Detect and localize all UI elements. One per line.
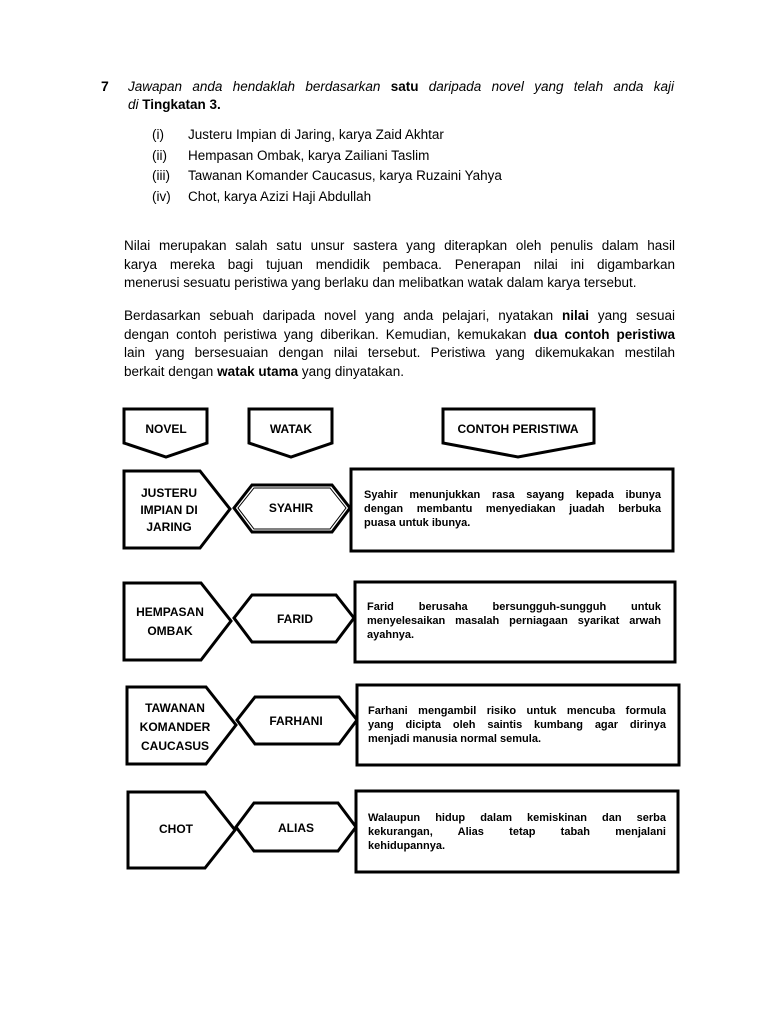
event-line: kekurangan, Alias tetap tabah menjalani [368,826,666,838]
event-line: ayahnya. [367,629,415,641]
header-contoh-label: CONTOH PERISTIWA [457,422,579,436]
event-text-row-4 [368,811,666,853]
question-number: 7 [101,78,109,94]
event-text-row-2 [367,600,661,642]
event-line: puasa untuk ibunya. [364,517,471,529]
event-line: menjadi manusia normal semula. [368,733,542,745]
character-name: FARID [277,612,313,626]
novel-label-line: JARING [146,520,192,534]
novel-title: Chot, karya Azizi Haji Abdullah [188,188,372,204]
event-line: Syahir menunjukkan rasa sayang kepada ibunya [364,489,661,501]
novel-label-line: CHOT [159,822,193,836]
paragraph-1-line: menerusi sesuatu peristiwa yang berlaku dan melibatkan watak dalam karya tersebut. [124,275,637,290]
novel-box [124,583,231,660]
novel-title: Tawanan Komander Caucasus, karya Ruzaini Yahya [188,168,502,183]
novel-label-line: TAWANAN [145,701,205,715]
event-line: yang dicipta oleh saintis kumbang agar dirinya [368,719,666,731]
novel-label-line: KOMANDER [139,720,211,734]
novel-label-line: JUSTERU [140,486,198,500]
p2-line4-bold: watak utama [217,363,299,379]
instruction-post: daripada novel yang telah anda kaji [418,79,674,94]
novel-label-line: OMBAK [147,624,193,638]
paragraph-1-line: karya mereka bagi tujuan mendidik pembaca. Penerapan nilai ini digambarkan [124,256,675,272]
event-text-row-3 [368,704,666,746]
novel-title: Hempasan Ombak, karya Zailiani Taslim [188,147,430,163]
novel-num: (ii) [152,147,167,163]
paragraph-1-line: Nilai merupakan salah satu unsur sastera yang diterapkan oleh penulis dalam hasil [124,238,675,253]
novel-title: Justeru Impian di Jaring, karya Zaid Akhtar [188,127,444,142]
instruction-line2-bold: Tingkatan 3. [142,97,221,112]
novel-label-line: HEMPASAN [136,605,204,619]
event-line: Farhani mengambil risiko untuk mencuba formula [368,705,666,717]
p2-line4-pre: berkait dengan [124,363,218,379]
p2-line2-pre: dengan contoh peristiwa yang diberikan. Kemudian, kemukakan [124,326,534,342]
novel-num: (i) [152,127,164,142]
header-novel-label: NOVEL [145,422,187,436]
character-name: FARHANI [269,714,323,728]
event-line: menyelesaikan masalah perniagaan syarikat arwah [367,615,661,627]
novel-label-line: CAUCASUS [140,739,210,753]
event-line: dengan membantu menyediakan juadah berbuka [364,503,661,515]
novel-num: (iv) [152,188,171,204]
header-watak [249,409,332,457]
character-name: SYAHIR [268,501,314,515]
event-line: Farid berusaha bersungguh-sungguh untuk [367,601,661,613]
header-watak-label: WATAK [269,422,313,436]
instruction-bold: satu [390,79,419,94]
novel-num: (iii) [152,168,170,183]
novel-label-line: IMPIAN DI [140,503,198,517]
instruction-line2-pre: di [128,97,143,112]
event-text-row-1 [364,488,661,530]
p2-line2-bold: dua contoh peristiwa [533,326,676,342]
p2-line4-post: yang dinyatakan. [298,363,404,379]
event-line: Walaupun hidup dalam kemiskinan dan serba [368,812,666,824]
instruction-pre: Jawapan anda hendaklah berdasarkan [128,79,391,94]
p2-line1-pre: Berdasarkan sebuah daripada novel yang anda pelajari, nyatakan [124,308,562,323]
event-line: kehidupannya. [368,840,446,852]
header-novel [124,409,207,457]
character-name: ALIAS [278,821,314,835]
p2-line1-post: yang sesuai [588,308,675,323]
paragraph-2-line: lain yang bersesuaian dengan nilai tersebut. Peristiwa yang dikemukakan mestilah [124,345,675,360]
p2-line1-bold: nilai [561,308,589,323]
header-contoh-peristiwa [443,409,594,457]
